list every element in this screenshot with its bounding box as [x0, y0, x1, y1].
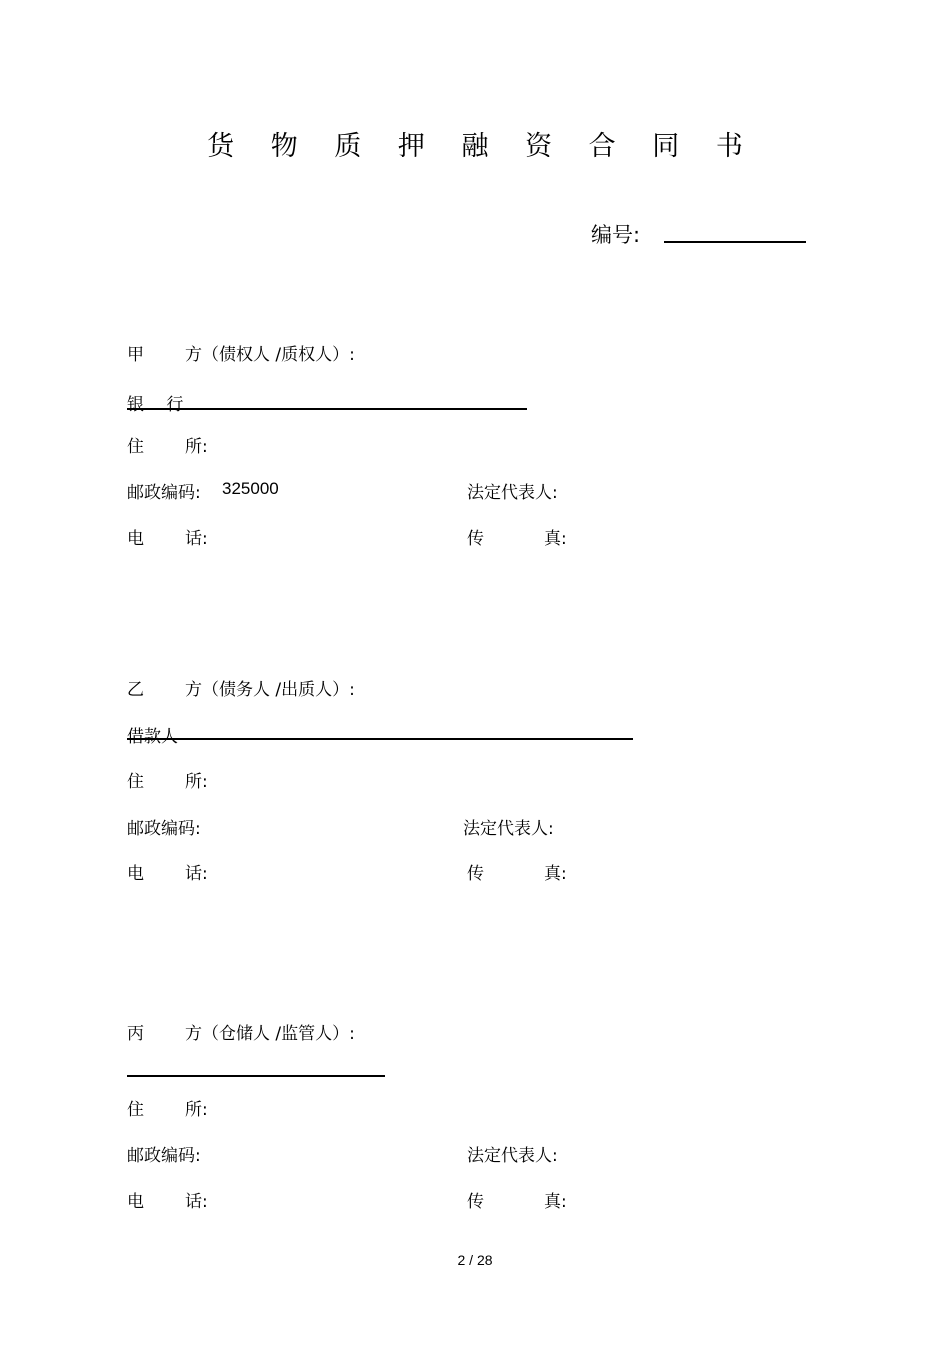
party-a-legal-rep-label: 法定代表人: — [467, 483, 558, 503]
party-c-postal-label: 邮政编码: — [127, 1146, 201, 1166]
party-b-role-char: 乙 — [127, 680, 144, 700]
party-c-role-desc: 方（仓储人 /监管人）: — [185, 1024, 355, 1044]
party-a-name-field[interactable] — [127, 408, 527, 410]
party-a-phone-label-1: 电 — [127, 529, 144, 549]
party-c-address-label-2: 所: — [185, 1100, 208, 1120]
contract-number-field[interactable] — [664, 241, 806, 243]
party-c-role-char: 丙 — [127, 1024, 144, 1044]
party-c-name-field[interactable] — [127, 1075, 385, 1077]
party-a-postal-label: 邮政编码: — [127, 483, 201, 503]
party-a-address-label-1: 住 — [127, 437, 144, 457]
party-c-address-label-1: 住 — [127, 1100, 144, 1120]
party-b-role-desc: 方（债务人 /出质人）: — [185, 680, 355, 700]
party-b-address-label-2: 所: — [185, 772, 208, 792]
party-b-phone-label-1: 电 — [127, 864, 144, 884]
party-a-phone-label-2: 话: — [185, 529, 208, 549]
party-b-name-field[interactable] — [127, 738, 633, 740]
party-c-legal-rep-label: 法定代表人: — [467, 1146, 558, 1166]
party-b-name: 借款人 — [127, 727, 178, 747]
party-a-role-char: 甲 — [127, 345, 144, 365]
party-c-fax-label-1: 传 — [467, 1192, 484, 1212]
party-a-role-desc: 方（债权人 /质权人）: — [185, 345, 355, 365]
party-b-legal-rep-label: 法定代表人: — [463, 819, 554, 839]
party-b-postal-label: 邮政编码: — [127, 819, 201, 839]
party-c-phone-label-2: 话: — [185, 1192, 208, 1212]
party-a-address-label-2: 所: — [185, 437, 208, 457]
party-b-address-label-1: 住 — [127, 772, 144, 792]
party-b-fax-label-2: 真: — [544, 864, 567, 884]
party-c-phone-label-1: 电 — [127, 1192, 144, 1212]
party-a-fax-label-2: 真: — [544, 529, 567, 549]
party-b-fax-label-1: 传 — [467, 864, 484, 884]
contract-number-label: 编号: — [591, 223, 641, 247]
party-a-postal-value: 325000 — [222, 479, 279, 498]
page-number: 2 / 28 — [457, 1252, 493, 1268]
document-title: 货 物 质 押 融 资 合 同 书 — [207, 131, 757, 162]
party-a-name: 银 行 — [127, 395, 184, 415]
party-b-phone-label-2: 话: — [185, 864, 208, 884]
party-c-fax-label-2: 真: — [544, 1192, 567, 1212]
party-a-fax-label-1: 传 — [467, 529, 484, 549]
